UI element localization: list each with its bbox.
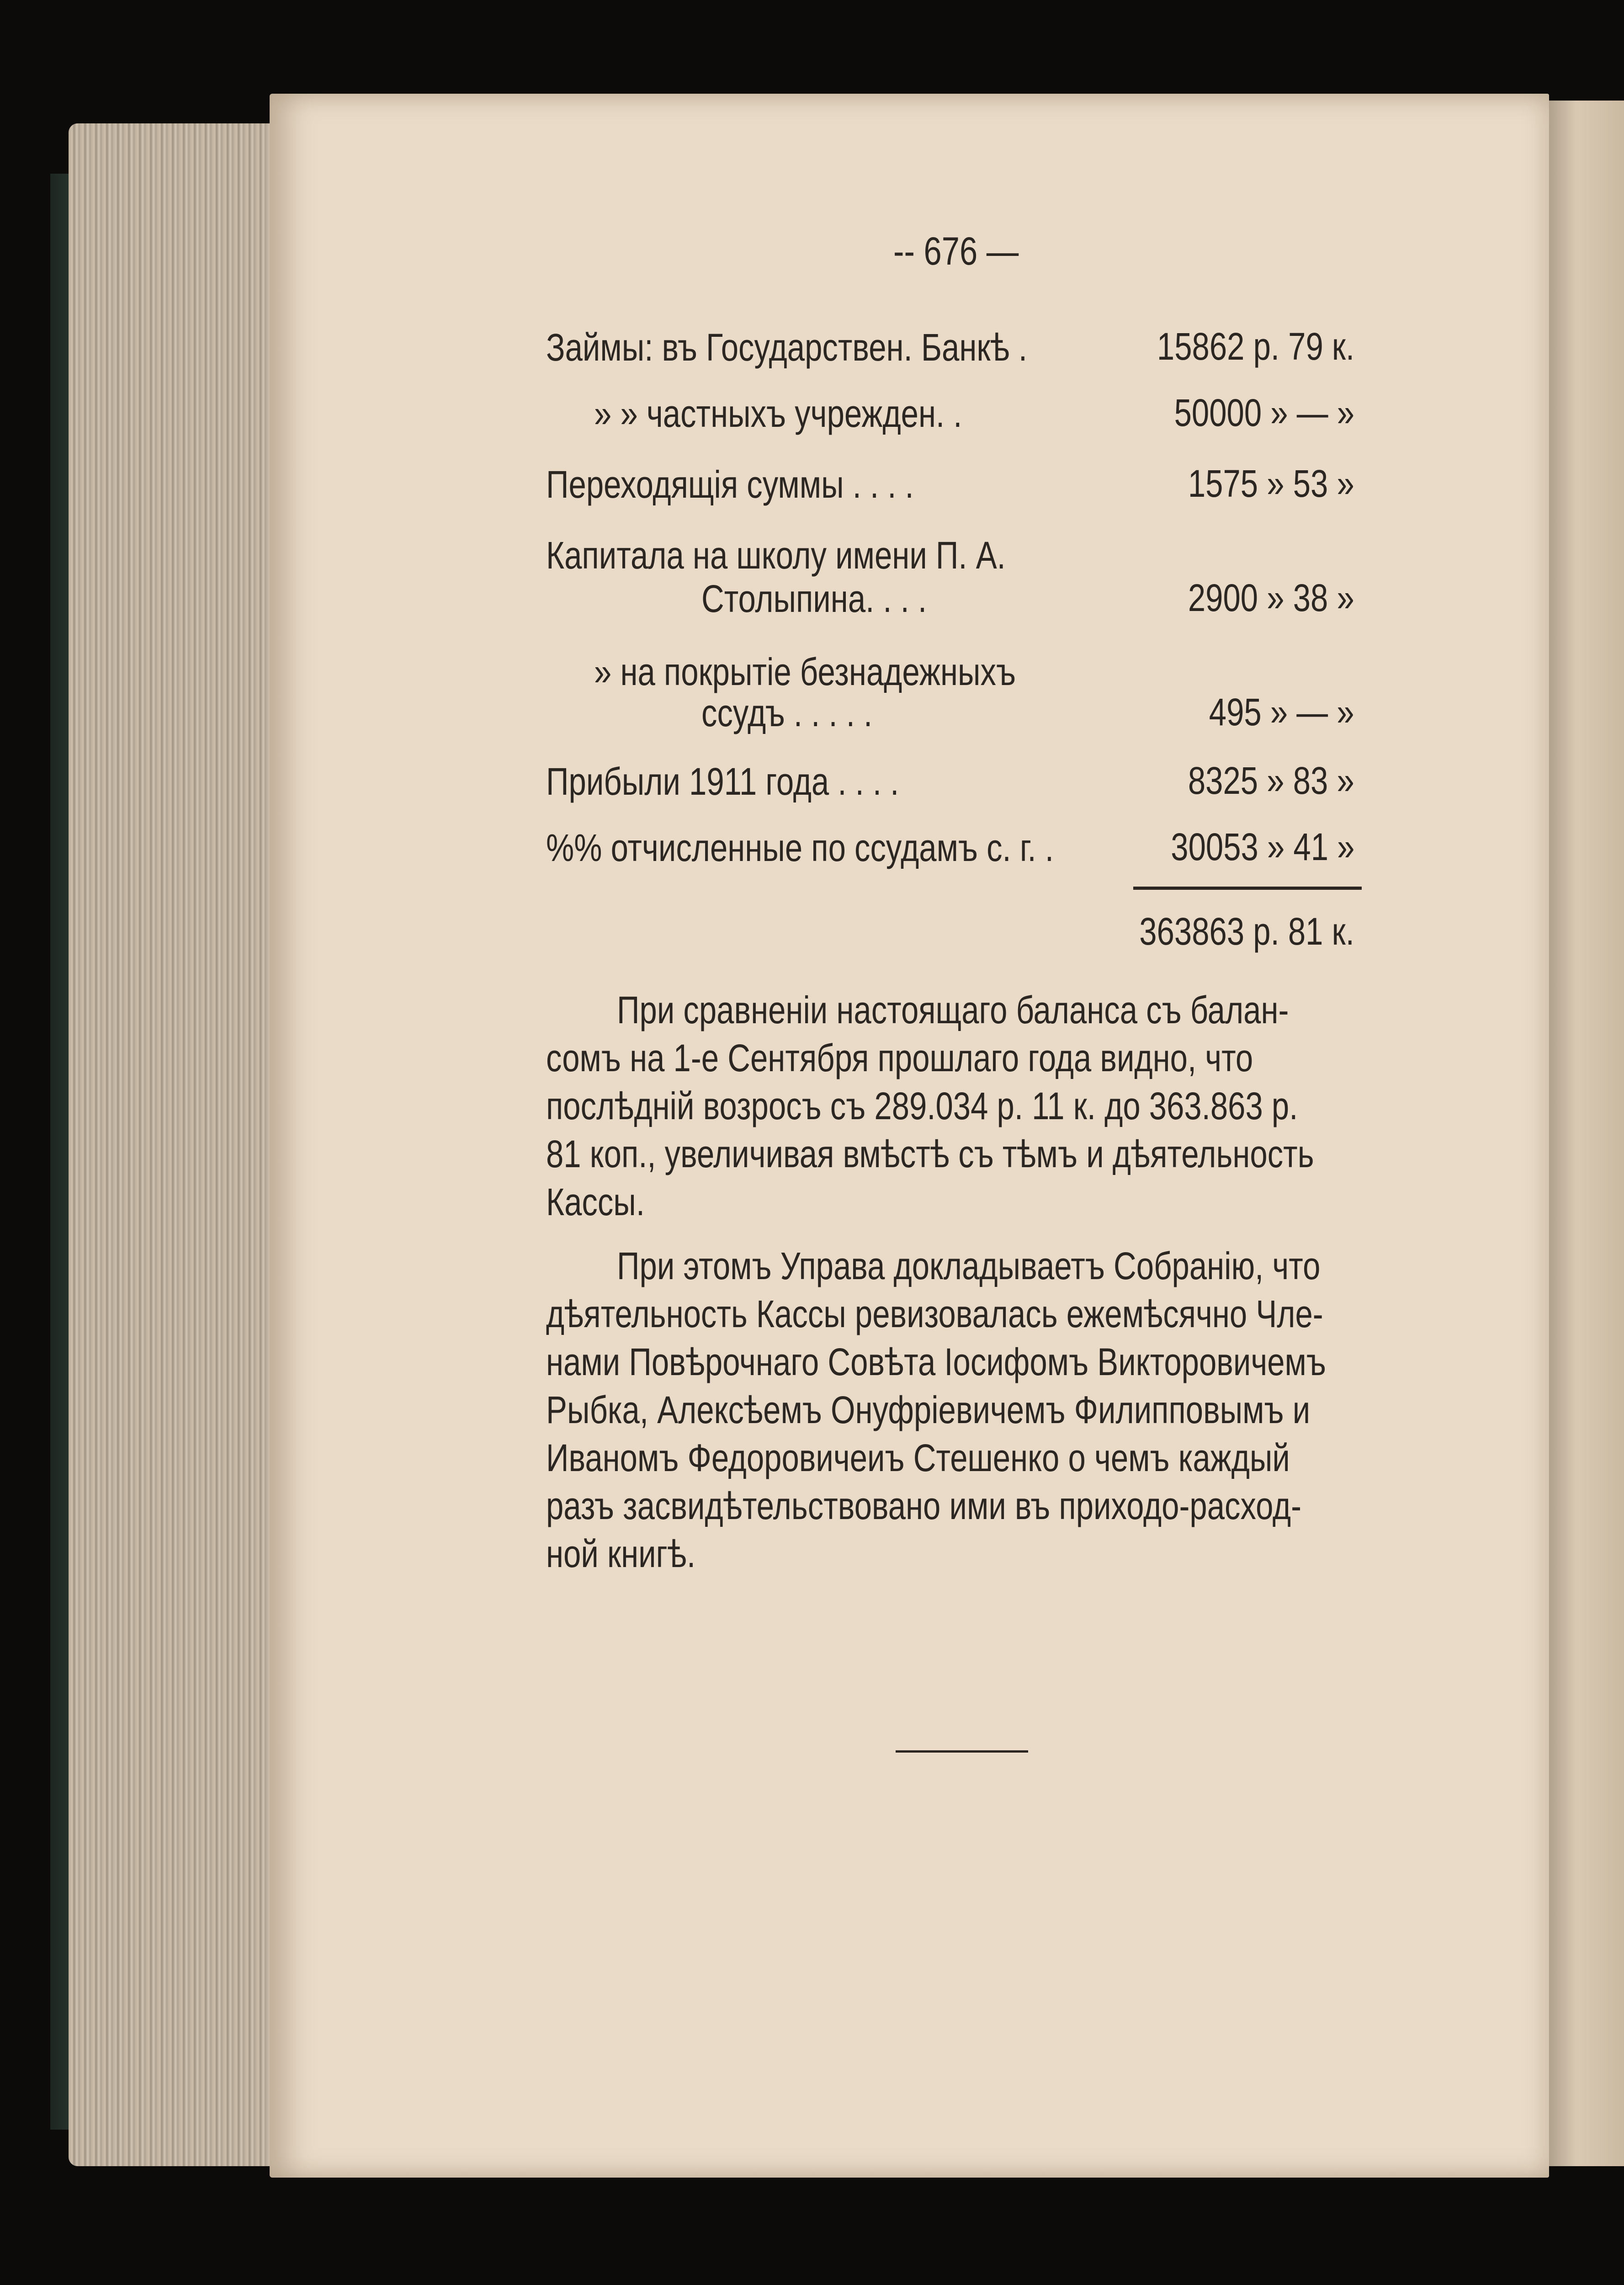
ledger-amount-profit-1911: 8325 » 83 » — [1188, 759, 1354, 802]
ledger-label-loans-state-bank: Займы: въ Государствен. Банкѣ . — [546, 326, 1028, 369]
paragraph-line: дѣятельность Кассы ревизовалась ежемѣсячно Чле- — [546, 1292, 1323, 1335]
ledger-amount-loans: 495 » — » — [1209, 691, 1354, 733]
paragraph-line: нами Повѣрочнаго Совѣта Іосифомъ Викторовичемъ — [546, 1340, 1326, 1383]
ledger-label-transit-sums: Переходящія суммы . . . . — [546, 463, 914, 506]
ledger-amount-loans-state-bank: 15862 р. 79 к. — [1157, 325, 1354, 368]
ledger-label-school-capital: Капитала на школу имени П. А. — [546, 534, 1006, 577]
ledger-label-profit-1911: Прибыли 1911 года . . . . — [546, 760, 899, 803]
ledger-amount-loans-private: 50000 » — » — [1174, 391, 1354, 434]
paragraph-line: При сравненіи настоящаго баланса съ балан- — [617, 988, 1289, 1031]
page-number: -- 676 — — [893, 229, 1019, 273]
paragraph-line: При этомъ Управа докладываетъ Собранію, что — [617, 1244, 1321, 1287]
paragraph-line: разъ засвидѣтельствовано ими въ приходо-расход- — [546, 1484, 1302, 1527]
paragraph-line: Рыбка, Алексѣемъ Онуфріевичемъ Филипповымъ и — [546, 1388, 1311, 1431]
ledger-label-stolypin: Столыпина. . . . — [701, 577, 927, 620]
paragraph-line: Кассы. — [546, 1180, 645, 1223]
ledger-label-interest-deducted: %% отчисленные по ссудамъ с. г. . — [546, 826, 1054, 869]
ledger-total: 363863 р. 81 к. — [1139, 910, 1354, 953]
ledger-label-loans-private: » » частныхъ учрежден. . — [594, 392, 962, 435]
paragraph-line: Иваномъ Федоровичеиъ Стешенко о чемъ каждый — [546, 1436, 1290, 1479]
facing-page-edge — [1544, 101, 1624, 2166]
paragraph-line: послѣдній возросъ съ 289.034 р. 11 к. до 363.863 р. — [546, 1084, 1298, 1127]
total-rule — [1133, 887, 1362, 890]
paragraph-line: ной книгѣ. — [546, 1532, 696, 1575]
ledger-amount-transit-sums: 1575 » 53 » — [1188, 462, 1354, 505]
end-rule — [896, 1750, 1028, 1753]
book-page-edges — [69, 123, 288, 2166]
paragraph-line: 81 коп., увеличивая вмѣстѣ съ тѣмъ и дѣятельность — [546, 1132, 1314, 1175]
ledger-label-bad-loans-coverage: » на покрытіе безнадежныхъ — [594, 650, 1016, 693]
paragraph-line: сомъ на 1-е Сентября прошлаго года видно, что — [546, 1036, 1253, 1079]
ledger-label-loans: ссудъ . . . . . — [701, 691, 873, 734]
ledger-amount-interest-deducted: 30053 » 41 » — [1170, 825, 1354, 868]
ledger-amount-stolypin: 2900 » 38 » — [1188, 576, 1354, 619]
